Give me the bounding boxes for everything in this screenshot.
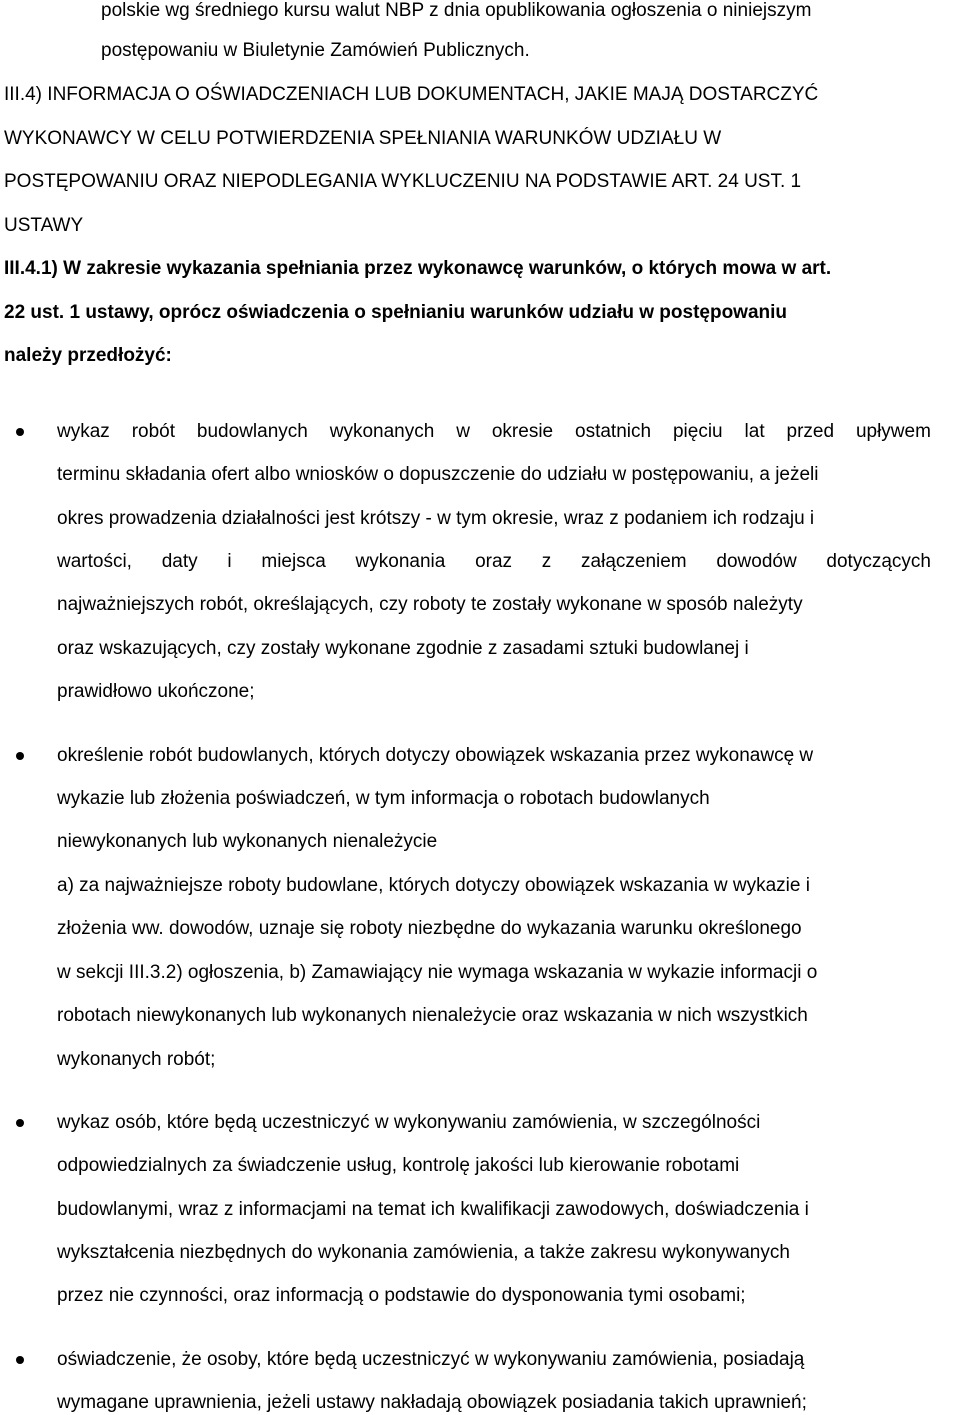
bullet-1-line-4: wartości, daty i miejsca wykonania oraz z załączeniem dowodów dotyczących bbox=[57, 551, 931, 572]
bullet-3-line-3: budowlanymi, wraz z informacjami na temat ich kwalifikacji zawodowych, doświadczenia i bbox=[57, 1199, 809, 1220]
bullet-3-line-2: odpowiedzialnych za świadczenie usług, kontrolę jakości lub kierowanie robotami bbox=[57, 1155, 740, 1176]
section-heading-line-1: III.4) INFORMACJA O OŚWIADCZENIACH LUB DOKUMENTACH, JAKIE MAJĄ DOSTARCZYĆ bbox=[4, 84, 819, 105]
subsection-heading-line-1: III.4.1) W zakresie wykazania spełniania przez wykonawcę warunków, o których mowa w art. bbox=[4, 258, 832, 279]
bullet-4-line-1: oświadczenie, że osoby, które będą uczestniczyć w wykonywaniu zamówienia, posiadają bbox=[57, 1349, 805, 1370]
subsection-heading-line-3: należy przedłożyć: bbox=[4, 345, 172, 366]
bullet-2-line-2: wykazie lub złożenia poświadczeń, w tym informacja o robotach budowlanych bbox=[57, 788, 710, 809]
bullet-marker bbox=[16, 1119, 24, 1127]
bullet-1-line-6: oraz wskazujących, czy zostały wykonane zgodnie z zasadami sztuki budowlanej i bbox=[57, 638, 749, 659]
bullet-3-line-1: wykaz osób, które będą uczestniczyć w wykonywaniu zamówienia, w szczególności bbox=[57, 1112, 761, 1133]
intro-line-1: polskie wg średniego kursu walut NBP z dnia opublikowania ogłoszenia o niniejszym bbox=[101, 0, 812, 21]
bullet-1-line-2: terminu składania ofert albo wniosków o dopuszczenie do udziału w postępowaniu, a jeżeli bbox=[57, 464, 819, 485]
bullet-1-line-3: okres prowadzenia działalności jest krótszy - w tym okresie, wraz z podaniem ich rodzaju i bbox=[57, 508, 815, 529]
bullet-2-line-5: złożenia ww. dowodów, uznaje się roboty niezbędne do wykazania warunku określonego bbox=[57, 918, 802, 939]
bullet-1-line-5: najważniejszych robót, określających, czy roboty te zostały wykonane w sposób należyty bbox=[57, 594, 803, 615]
section-heading-line-3: POSTĘPOWANIU ORAZ NIEPODLEGANIA WYKLUCZENIU NA PODSTAWIE ART. 24 UST. 1 bbox=[4, 171, 802, 192]
bullet-2-line-8: wykonanych robót; bbox=[57, 1049, 216, 1070]
bullet-marker bbox=[16, 428, 24, 436]
bullet-marker bbox=[16, 752, 24, 760]
bullet-2-line-3: niewykonanych lub wykonanych nienależycie bbox=[57, 831, 438, 852]
section-heading-line-2: WYKONAWCY W CELU POTWIERDZENIA SPEŁNIANIA WARUNKÓW UDZIAŁU W bbox=[4, 128, 722, 149]
bullet-3-line-5: przez nie czynności, oraz informacją o podstawie do dysponowania tymi osobami; bbox=[57, 1285, 746, 1306]
bullet-1-line-7: prawidłowo ukończone; bbox=[57, 681, 255, 702]
bullet-4-line-2: wymagane uprawnienia, jeżeli ustawy nakładają obowiązek posiadania takich uprawnień; bbox=[57, 1392, 807, 1413]
bullet-2-line-7: robotach niewykonanych lub wykonanych nienależycie oraz wskazania w nich wszystkich bbox=[57, 1005, 808, 1026]
bullet-2-line-1: określenie robót budowlanych, których dotyczy obowiązek wskazania przez wykonawcę w bbox=[57, 745, 814, 766]
intro-line-2: postępowaniu w Biuletynie Zamówień Publicznych. bbox=[101, 40, 530, 61]
bullet-3-line-4: wykształcenia niezbędnych do wykonania zamówienia, a także zakresu wykonywanych bbox=[57, 1242, 790, 1263]
bullet-2-line-4: a) za najważniejsze roboty budowlane, których dotyczy obowiązek wskazania w wykazie i bbox=[57, 875, 810, 896]
bullet-marker bbox=[16, 1356, 24, 1364]
section-heading-line-4: USTAWY bbox=[4, 215, 84, 236]
bullet-1-line-1: wykaz robót budowlanych wykonanych w okresie ostatnich pięciu lat przed upływem bbox=[57, 421, 931, 442]
bullet-2-line-6: w sekcji III.3.2) ogłoszenia, b) Zamawiający nie wymaga wskazania w wykazie informacji o bbox=[57, 962, 818, 983]
subsection-heading-line-2: 22 ust. 1 ustawy, oprócz oświadczenia o spełnianiu warunków udziału w postępowaniu bbox=[4, 302, 788, 323]
